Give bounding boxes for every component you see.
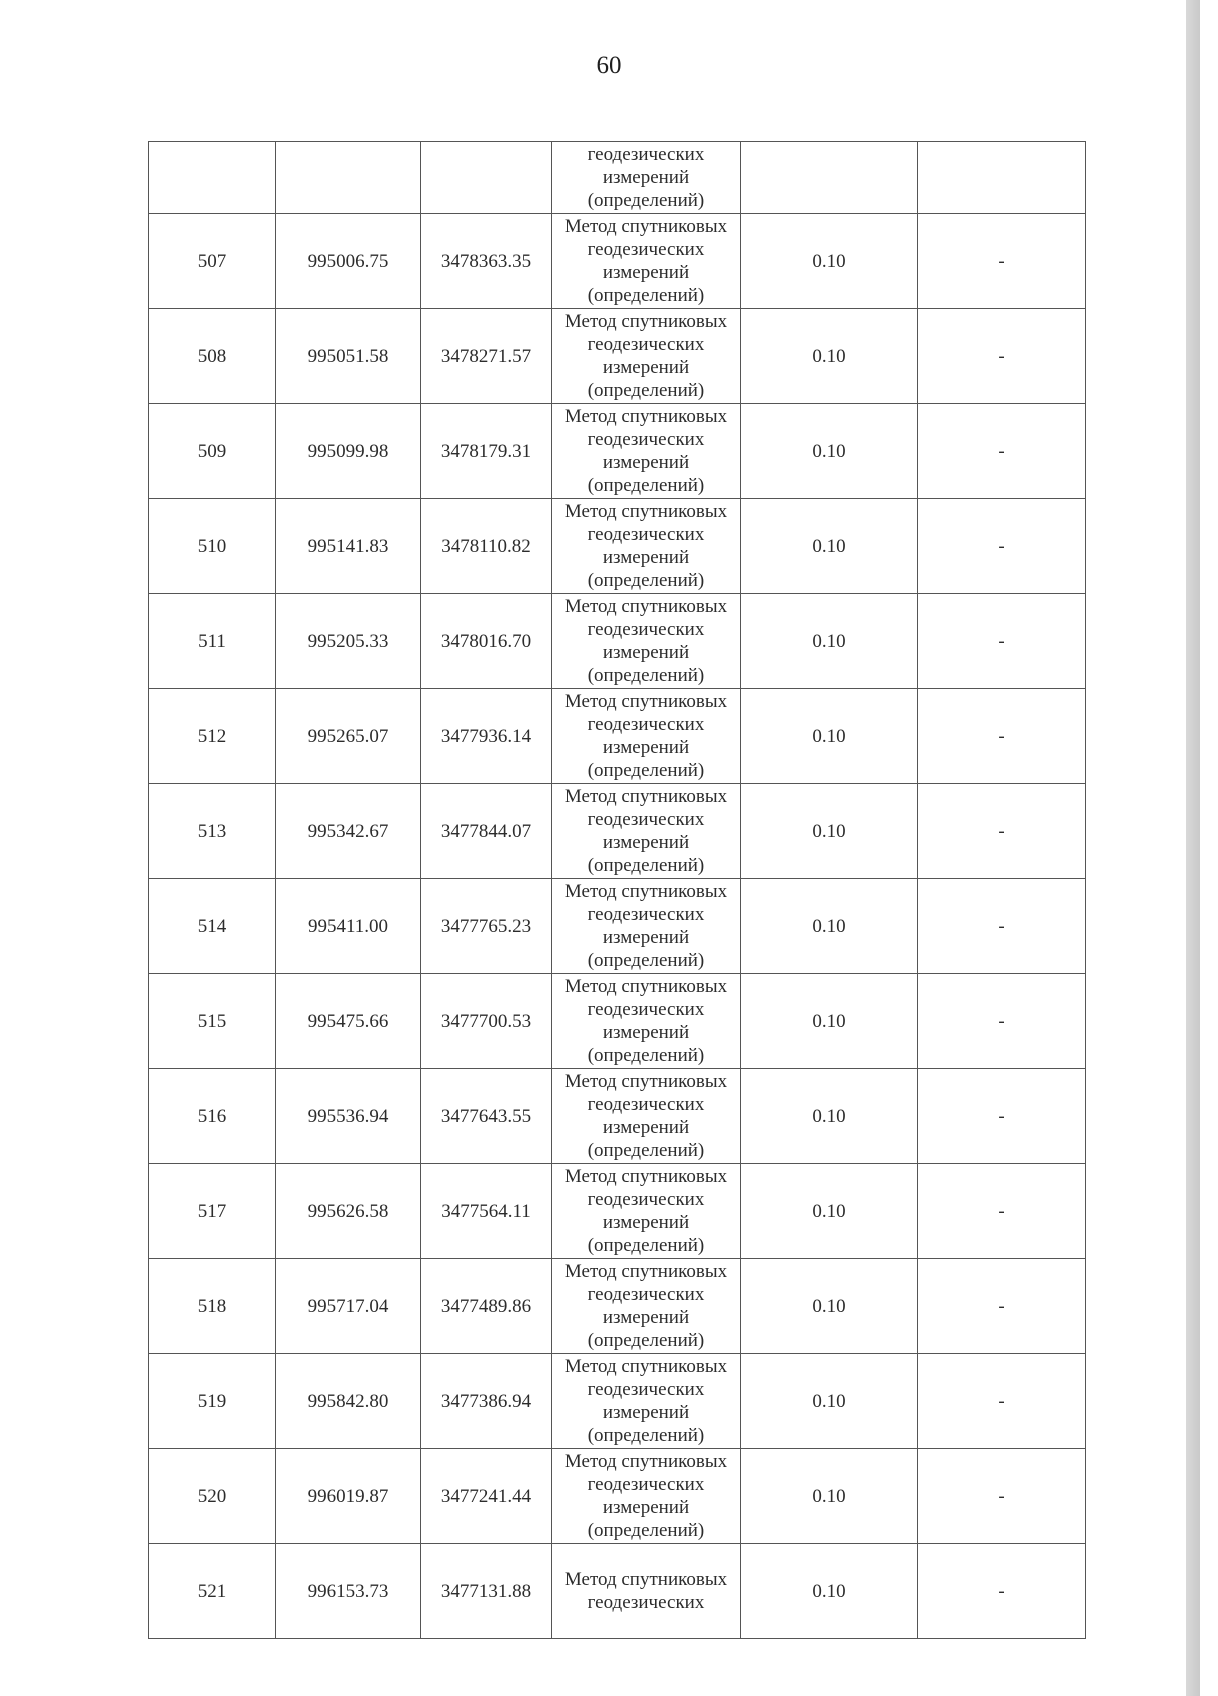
y-coordinate-cell: 3478271.57 (421, 309, 552, 404)
note-cell: - (918, 1164, 1086, 1259)
y-coordinate-cell: 3478110.82 (421, 499, 552, 594)
method-line: измерений (602, 262, 690, 283)
note-cell: - (918, 499, 1086, 594)
x-coordinate-cell: 995006.75 (276, 214, 421, 309)
method-line: Метод спутниковых (564, 1569, 728, 1590)
x-coordinate-cell: 995475.66 (276, 974, 421, 1069)
y-coordinate-cell: 3477700.53 (421, 974, 552, 1069)
note-cell: - (918, 879, 1086, 974)
method-line: (определений) (587, 1330, 705, 1351)
precision-cell: 0.10 (741, 404, 918, 499)
method-line: (определений) (587, 1045, 705, 1066)
method-line: Метод спутниковых (564, 311, 728, 332)
note-cell: - (918, 404, 1086, 499)
precision-cell: 0.10 (741, 1164, 918, 1259)
method-line: измерений (602, 547, 690, 568)
precision-cell: 0.10 (741, 1544, 918, 1639)
method-line: Метод спутниковых (564, 881, 728, 902)
table-row (149, 689, 1086, 784)
method-line: измерений (602, 1497, 690, 1518)
point-number-cell: 518 (149, 1259, 276, 1354)
method-cell (552, 309, 741, 404)
precision-cell (741, 142, 918, 214)
method-line: измерений (602, 1022, 690, 1043)
precision-cell: 0.10 (741, 784, 918, 879)
table-row (149, 404, 1086, 499)
note-cell: - (918, 974, 1086, 1069)
point-number-cell: 517 (149, 1164, 276, 1259)
x-coordinate-cell: 995141.83 (276, 499, 421, 594)
method-line: измерений (602, 832, 690, 853)
y-coordinate-cell: 3477241.44 (421, 1449, 552, 1544)
table-row (149, 974, 1086, 1069)
note-cell: - (918, 1354, 1086, 1449)
x-coordinate-cell: 995626.58 (276, 1164, 421, 1259)
method-cell (552, 499, 741, 594)
x-coordinate-cell: 995717.04 (276, 1259, 421, 1354)
y-coordinate-cell (421, 142, 552, 214)
point-cell (149, 142, 276, 214)
method-line: геодезических (587, 1474, 705, 1495)
method-line: (определений) (587, 665, 705, 686)
table-body (149, 142, 1086, 1639)
method-line: (определений) (587, 380, 705, 401)
y-coordinate-cell: 3477765.23 (421, 879, 552, 974)
method-line: измерений (602, 642, 690, 663)
method-line: геодезических (587, 809, 705, 830)
method-line: геодезических (587, 334, 705, 355)
point-number-cell: 509 (149, 404, 276, 499)
precision-cell: 0.10 (741, 974, 918, 1069)
method-line: геодезических (587, 1284, 705, 1305)
x-coordinate-cell: 995842.80 (276, 1354, 421, 1449)
x-coordinate-cell: 995536.94 (276, 1069, 421, 1164)
method-line: измерений (602, 1212, 690, 1233)
method-cell (552, 974, 741, 1069)
method-line: (определений) (587, 1140, 705, 1161)
precision-cell: 0.10 (741, 1354, 918, 1449)
precision-cell: 0.10 (741, 879, 918, 974)
x-coordinate-cell (276, 142, 421, 214)
continuation-row (149, 142, 1086, 214)
point-number-cell: 519 (149, 1354, 276, 1449)
precision-cell: 0.10 (741, 1069, 918, 1164)
method-line: Метод спутниковых (564, 406, 728, 427)
note-cell: - (918, 1259, 1086, 1354)
y-coordinate-cell: 3477489.86 (421, 1259, 552, 1354)
method-cell (552, 1069, 741, 1164)
x-coordinate-cell: 995342.67 (276, 784, 421, 879)
method-line: измерений (602, 452, 690, 473)
method-line: измерений (602, 1117, 690, 1138)
method-line: Метод спутниковых (564, 691, 728, 712)
x-coordinate-cell: 996019.87 (276, 1449, 421, 1544)
point-number-cell: 515 (149, 974, 276, 1069)
point-number-cell: 516 (149, 1069, 276, 1164)
method-cell (552, 214, 741, 309)
method-line: геодезических (587, 524, 705, 545)
method-line: Метод спутниковых (564, 1261, 728, 1282)
method-line: Метод спутниковых (564, 786, 728, 807)
coordinates-table-wrapper (148, 141, 1085, 1613)
y-coordinate-cell: 3477564.11 (421, 1164, 552, 1259)
method-line: геодезических (587, 144, 705, 165)
table-row (149, 1259, 1086, 1354)
method-cell (552, 1259, 741, 1354)
method-line: (определений) (587, 855, 705, 876)
method-line: Метод спутниковых (564, 976, 728, 997)
table-row (149, 309, 1086, 404)
precision-cell: 0.10 (741, 689, 918, 784)
method-line: геодезических (587, 619, 705, 640)
method-line: геодезических (587, 1592, 705, 1613)
method-line: (определений) (587, 1425, 705, 1446)
method-line: геодезических (587, 239, 705, 260)
method-line: геодезических (587, 429, 705, 450)
method-line: измерений (602, 927, 690, 948)
note-cell: - (918, 689, 1086, 784)
point-number-cell: 510 (149, 499, 276, 594)
method-cell (552, 879, 741, 974)
method-cell (552, 142, 741, 214)
precision-cell: 0.10 (741, 499, 918, 594)
method-line: (определений) (587, 1235, 705, 1256)
y-coordinate-cell: 3478016.70 (421, 594, 552, 689)
method-line: измерений (602, 357, 690, 378)
table-row (149, 1449, 1086, 1544)
x-coordinate-cell: 995051.58 (276, 309, 421, 404)
method-cell (552, 1164, 741, 1259)
method-line: измерений (602, 167, 690, 188)
method-line: Метод спутниковых (564, 1451, 728, 1472)
table-row (149, 1354, 1086, 1449)
method-line: измерений (602, 737, 690, 758)
table-row (149, 879, 1086, 974)
method-line: геодезических (587, 999, 705, 1020)
precision-cell: 0.10 (741, 1259, 918, 1354)
method-cell (552, 784, 741, 879)
y-coordinate-cell: 3477386.94 (421, 1354, 552, 1449)
scan-edge (1186, 0, 1200, 1696)
precision-cell: 0.10 (741, 214, 918, 309)
note-cell: - (918, 309, 1086, 404)
method-line: Метод спутниковых (564, 1071, 728, 1092)
x-coordinate-cell: 996153.73 (276, 1544, 421, 1639)
method-line: Метод спутниковых (564, 596, 728, 617)
y-coordinate-cell: 3478363.35 (421, 214, 552, 309)
table-row (149, 594, 1086, 689)
point-number-cell: 508 (149, 309, 276, 404)
method-line: измерений (602, 1307, 690, 1328)
table-row (149, 784, 1086, 879)
point-number-cell: 512 (149, 689, 276, 784)
table-row (149, 1544, 1086, 1639)
method-line: (определений) (587, 760, 705, 781)
method-cell (552, 404, 741, 499)
point-number-cell: 511 (149, 594, 276, 689)
method-line: измерений (602, 1402, 690, 1423)
precision-cell: 0.10 (741, 1449, 918, 1544)
method-line: (определений) (587, 570, 705, 591)
method-line: (определений) (587, 190, 705, 211)
note-cell (918, 142, 1086, 214)
method-cell (552, 1544, 741, 1639)
point-number-cell: 513 (149, 784, 276, 879)
table-row (149, 1164, 1086, 1259)
method-line: (определений) (587, 950, 705, 971)
x-coordinate-cell: 995265.07 (276, 689, 421, 784)
point-number-cell: 507 (149, 214, 276, 309)
table-row (149, 1069, 1086, 1164)
x-coordinate-cell: 995411.00 (276, 879, 421, 974)
note-cell: - (918, 214, 1086, 309)
point-number-cell: 520 (149, 1449, 276, 1544)
table-row (149, 499, 1086, 594)
method-line: геодезических (587, 1094, 705, 1115)
point-number-cell: 514 (149, 879, 276, 974)
method-line: геодезических (587, 1189, 705, 1210)
coordinates-table (148, 141, 1086, 1639)
y-coordinate-cell: 3477131.88 (421, 1544, 552, 1639)
note-cell: - (918, 784, 1086, 879)
method-line: Метод спутниковых (564, 1166, 728, 1187)
y-coordinate-cell: 3477643.55 (421, 1069, 552, 1164)
y-coordinate-cell: 3478179.31 (421, 404, 552, 499)
note-cell: - (918, 1069, 1086, 1164)
point-number-cell: 521 (149, 1544, 276, 1639)
method-line: (определений) (587, 1520, 705, 1541)
y-coordinate-cell: 3477844.07 (421, 784, 552, 879)
method-line: (определений) (587, 475, 705, 496)
note-cell: - (918, 1544, 1086, 1639)
x-coordinate-cell: 995099.98 (276, 404, 421, 499)
note-cell: - (918, 594, 1086, 689)
x-coordinate-cell: 995205.33 (276, 594, 421, 689)
method-cell (552, 1354, 741, 1449)
precision-cell: 0.10 (741, 309, 918, 404)
method-line: Метод спутниковых (564, 216, 728, 237)
note-cell: - (918, 1449, 1086, 1544)
method-cell (552, 689, 741, 784)
method-line: Метод спутниковых (564, 501, 728, 522)
y-coordinate-cell: 3477936.14 (421, 689, 552, 784)
method-line: Метод спутниковых (564, 1356, 728, 1377)
method-line: (определений) (587, 285, 705, 306)
method-cell (552, 594, 741, 689)
table-row (149, 214, 1086, 309)
precision-cell: 0.10 (741, 594, 918, 689)
method-line: геодезических (587, 1379, 705, 1400)
method-line: геодезических (587, 904, 705, 925)
method-line: геодезических (587, 714, 705, 735)
method-cell (552, 1449, 741, 1544)
page-number: 60 (596, 52, 622, 79)
